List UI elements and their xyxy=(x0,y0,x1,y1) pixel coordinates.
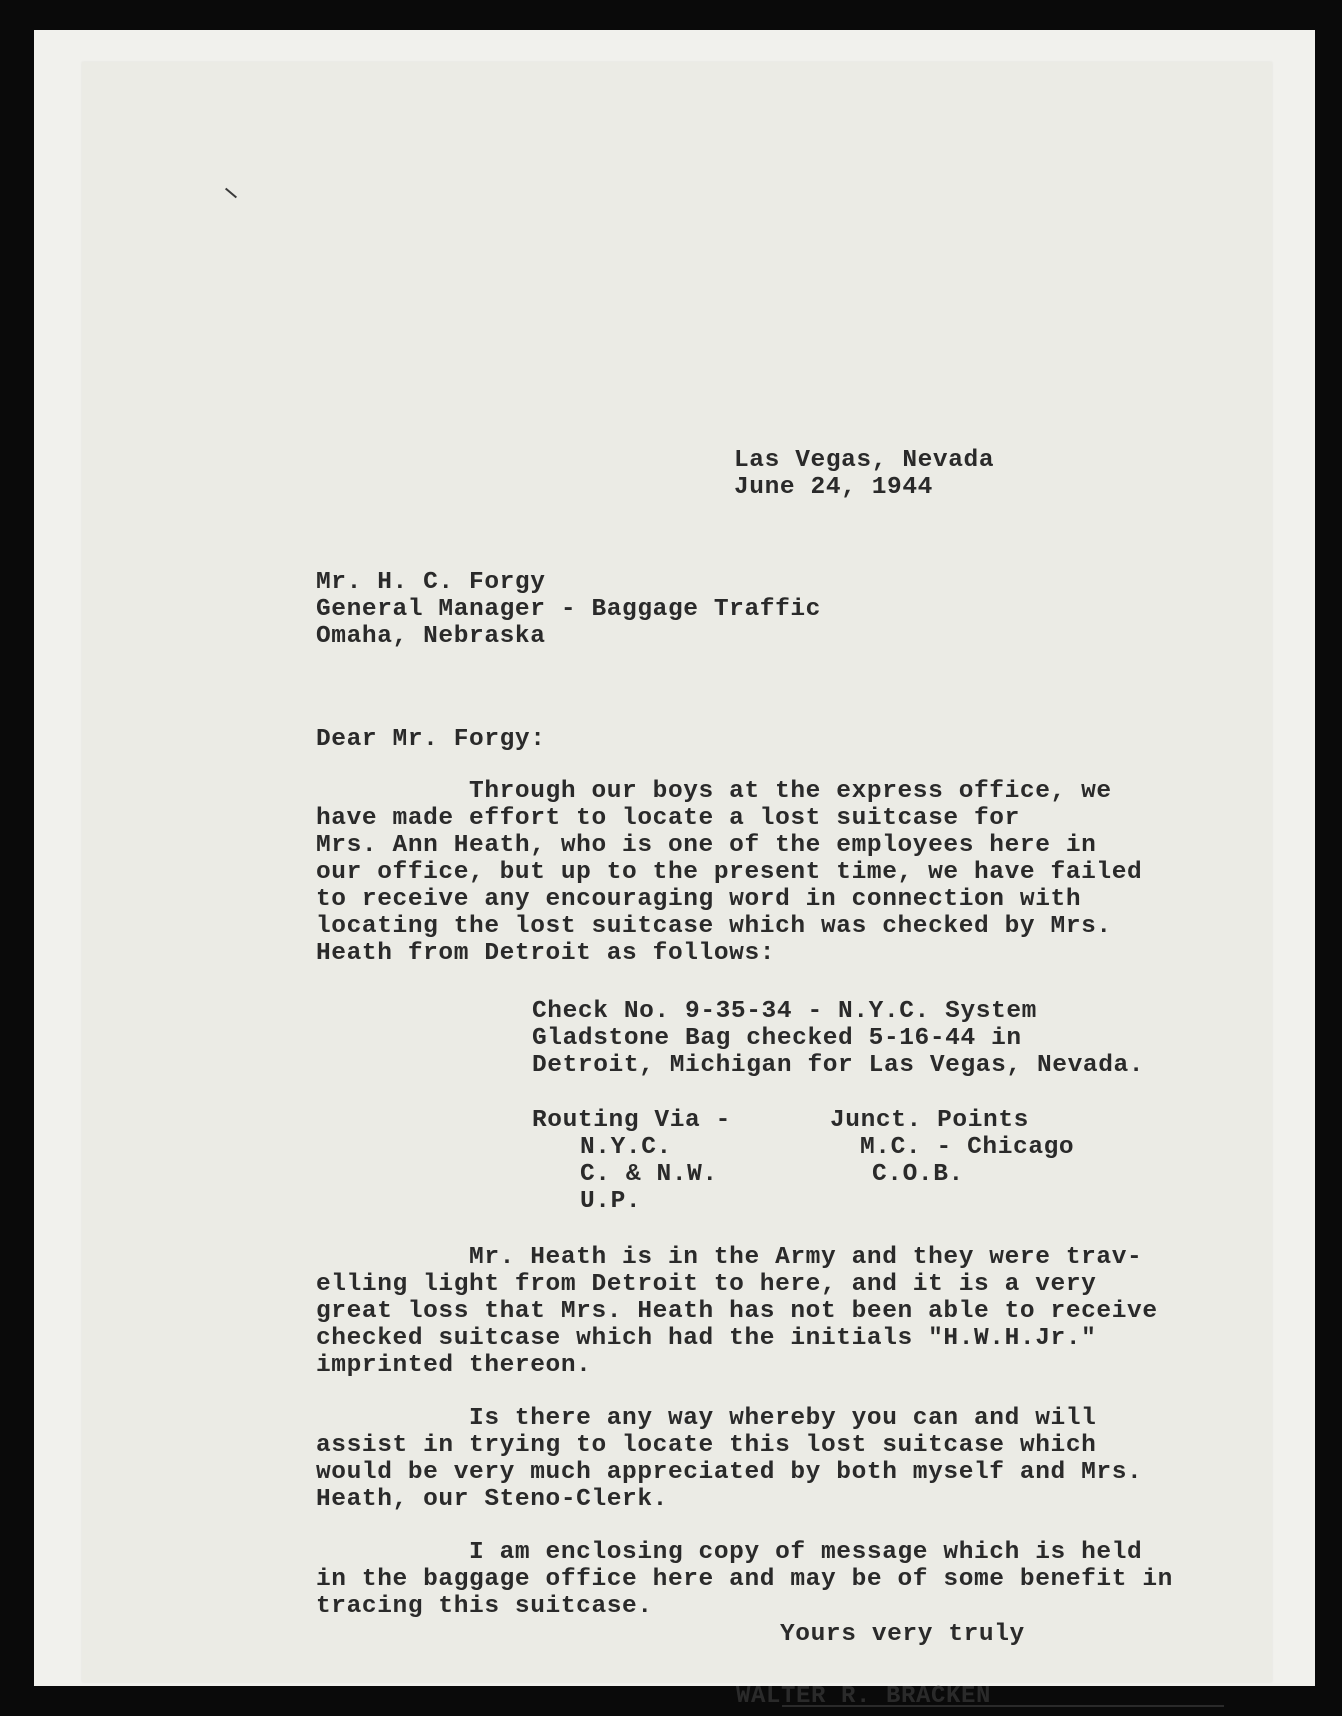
letter-page xyxy=(82,62,1272,1682)
paragraph-line: checked suitcase which had the initials "H.W.H.Jr." xyxy=(316,1325,1097,1352)
document-mount xyxy=(34,30,1315,1710)
paragraph-line: Mrs. Ann Heath, who is one of the employees here in xyxy=(316,832,1097,859)
paragraph-line: imprinted thereon. xyxy=(316,1352,592,1379)
paragraph-line: Heath, our Steno-Clerk. xyxy=(316,1486,668,1513)
paragraph-line: our office, but up to the present time, we have failed xyxy=(316,859,1143,886)
paragraph-line: would be very much appreciated by both myself and Mrs. xyxy=(316,1459,1143,1486)
recipient-title: General Manager - Baggage Traffic xyxy=(316,596,821,623)
paragraph-line: elling light from Detroit to here, and it is a very xyxy=(316,1271,1097,1298)
paragraph-line: tracing this suitcase. xyxy=(316,1593,653,1620)
letter-place: Las Vegas, Nevada xyxy=(734,447,995,474)
paragraph-line: locating the lost suitcase which was checked by Mrs. xyxy=(316,913,1112,940)
closing: Yours very truly xyxy=(780,1621,1025,1648)
paragraph-line: to receive any encouraging word in connection with xyxy=(316,886,1082,913)
recipient-name: Mr. H. C. Forgy xyxy=(316,569,546,596)
recipient-city: Omaha, Nebraska xyxy=(316,623,546,650)
paragraph-line: Heath from Detroit as follows: xyxy=(316,940,776,967)
salutation: Dear Mr. Forgy: xyxy=(316,726,546,753)
paragraph-line: Mr. Heath is in the Army and they were trav- xyxy=(316,1244,1143,1271)
paragraph-line: in the baggage office here and may be of some benefit in xyxy=(316,1566,1173,1593)
paragraph-line: Through our boys at the express office, we xyxy=(316,778,1112,805)
junction-header: Junct. Points xyxy=(830,1107,1029,1134)
paragraph-line: have made effort to locate a lost suitcase for xyxy=(316,805,1020,832)
junction-item: M.C. - Chicago xyxy=(860,1134,1075,1161)
check-line: Check No. 9-35-34 - N.Y.C. System xyxy=(532,998,1037,1025)
paragraph-line: great loss that Mrs. Heath has not been able to receive xyxy=(316,1298,1158,1325)
routing-header: Routing Via - xyxy=(532,1107,731,1134)
paragraph-line: I am enclosing copy of message which is held xyxy=(316,1539,1143,1566)
signature-name: WALTER R. BRACKEN xyxy=(736,1683,992,1710)
paragraph-line: assist in trying to locate this lost suitcase which xyxy=(316,1432,1097,1459)
routing-item: C. & N.W. xyxy=(580,1161,718,1188)
routing-item: U.P. xyxy=(580,1188,642,1215)
check-line: Detroit, Michigan for Las Vegas, Nevada. xyxy=(532,1052,1145,1079)
routing-item: N.Y.C. xyxy=(580,1134,672,1161)
junction-item: C.O.B. xyxy=(872,1161,964,1188)
stray-mark xyxy=(225,188,237,199)
letter-date: June 24, 1944 xyxy=(734,474,933,501)
check-line: Gladstone Bag checked 5-16-44 in xyxy=(532,1025,1022,1052)
paragraph-line: Is there any way whereby you can and will xyxy=(316,1405,1097,1432)
